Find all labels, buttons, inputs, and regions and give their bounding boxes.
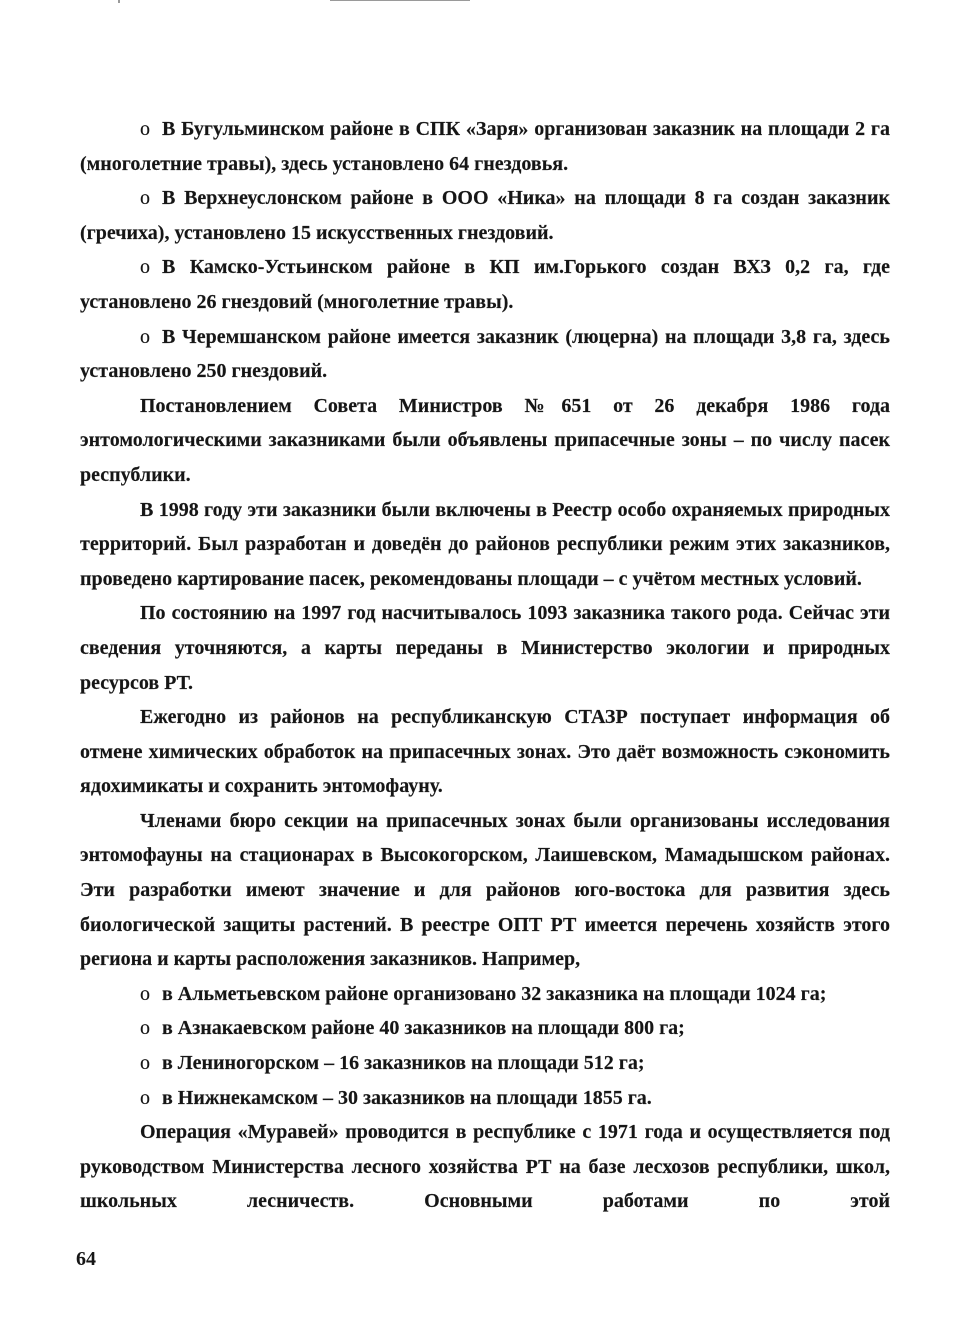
intro-bullet-text: В Черемшанском районе имеется заказник (люцерна) на площади 3,8 га, здесь установлено 250 гнездовий. [80,325,890,383]
bullet-marker: o [140,1086,150,1109]
list-item [80,1011,890,1046]
list-item-text: в Лениногорском – 16 заказников на площади 512 га; [162,1052,645,1075]
intro-bullet-text: В Камско-Устьинском районе в КП им.Горького создан ВХЗ 0,2 га, где установлено 26 гнездовий (многолетние травы). [80,256,890,313]
body-text [80,112,890,1219]
bullet-marker: o [140,187,150,210]
bullet-marker: o [140,256,150,279]
page-number: 64 [76,1248,96,1270]
intro-bullet [80,250,890,319]
list-item [80,1081,890,1116]
list-item-text: в Нижнекамском – 30 заказников на площади 1855 га. [162,1086,652,1109]
paragraph-decree: Постановлением Совета Министров №651 от 26 декабря 1986 года энтомологическими заказниками были объявлены припасечные зоны – по числу пасек республики. [80,394,890,486]
scan-artifact-top [330,0,470,1]
bullet-marker: o [140,1017,150,1040]
paragraph-registry: В 1998 году эти заказники были включены в Реестр особо охраняемых природных территорий. Был разработан и доведён до районов республики режим этих заказников, проведено картирование пасек, рекомендованы площади – с учётом местных условий. [80,498,890,590]
bullet-marker: o [140,982,150,1005]
bullet-marker: o [140,325,150,348]
paragraph-count: По состоянию на 1997 год насчитывалось 1093 заказника такого рода. Сейчас эти сведения уточняются, а карты переданы в Министерство экологии и природных ресурсов РТ. [80,602,890,694]
scan-artifact-left [118,0,120,3]
paragraph-operation: Операция «Муравей» проводится в республике с 1971 года и осуществляется под руководством Министерства лесного хозяйства РТ на базе лесхозов республики, школ, школьных лесничеств. Основными работами по этой [80,1121,890,1213]
list-item-text: в Альметьевском районе организовано 32 заказника на площади 1024 га; [162,982,827,1005]
paragraph-annual-info: Ежегодно из районов на республиканскую СТАЗР поступает информация об отмене химических обработок на припасечных зонах. Это даёт возможность сэкономить ядохимикаты и сохранить энтомофауну. [80,706,890,798]
intro-bullet-text: В Верхнеуслонском районе в ООО «Ника» на площади 8 га создан заказник (гречиха), установлено 15 искусственных гнездовий. [80,187,890,244]
paragraph-research: Членами бюро секции на припасечных зонах были организованы исследования энтомофауны на стационарах в Высокогорском, Лаишевском, Мамадышском районах. Эти разработки имеют значение и для районов юго-востока для развития здесь биологической защиты растений. В реестре ОПТ РТ имеется перечень хозяйств этого региона и карты расположения заказников. Например, [80,809,890,971]
list-item-text: в Азнакаевском районе 40 заказников на площади 800 га; [162,1017,685,1040]
bullet-marker: o [140,1052,150,1075]
intro-bullet [80,181,890,250]
intro-bullet [80,320,890,389]
list-item [80,977,890,1012]
example-list [80,977,890,1115]
intro-bullet-text: В Бугульминском районе в СПК «Заря» организован заказник на площади 2 га (многолетние травы), здесь установлено 64 гнездовья. [80,118,890,175]
intro-bullet [80,112,890,181]
bullet-marker: o [140,118,150,140]
list-item [80,1046,890,1081]
